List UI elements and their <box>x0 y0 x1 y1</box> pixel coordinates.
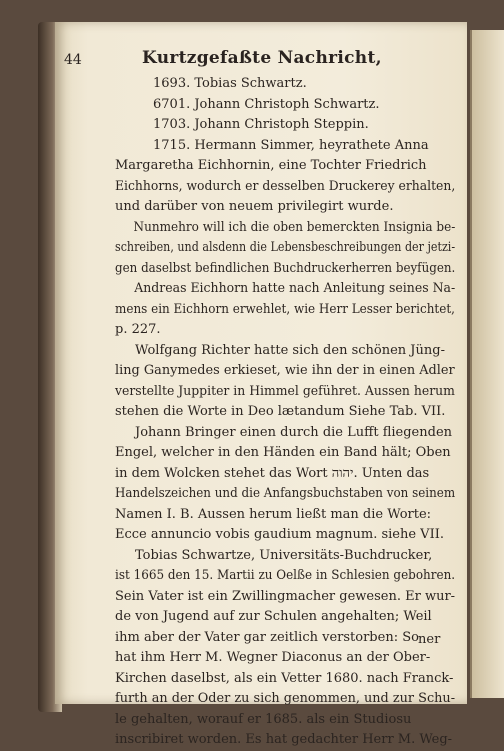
text-line: mens ein Eichhorn erwehlet, wie Herr Lesser berichtet, <box>115 301 455 317</box>
text-line: Tobias Schwartze, Universitäts-Buchdrucker, <box>135 547 433 563</box>
facing-page-edge <box>470 30 504 698</box>
text-line: p. 227. <box>115 322 161 337</box>
text-line: gen daselbst befindlichen Buchdruckerherren beyfügen. <box>115 260 456 276</box>
text-line: Andreas Eichhorn hatte nach Anleitung seines Na- <box>134 281 456 296</box>
page-number: 44 <box>64 52 82 68</box>
text-line: ist 1665 den 15. Martii zu Oelße in Schlesien gebohren. <box>115 568 456 583</box>
text-line: in dem Wolcken stehet das Wort יהוה. Unten das <box>115 465 430 481</box>
text-line: Engel, welcher in den Händen ein Band hält; Oben <box>115 445 451 460</box>
text-line: ling Ganymedes erkieset, wie ihn der in einen Adler <box>115 363 455 378</box>
text-line: Namen I. B. Aussen herum ließt man die Worte: <box>115 506 432 522</box>
body-text <box>115 74 455 751</box>
text-line: Nunmehro will ich die oben bemerckten Insignia be- <box>133 219 456 235</box>
text-line: Kirchen daselbst, als ein Vetter 1680. nach Franck- <box>115 670 454 686</box>
text-line: Margaretha Eichhornin, eine Tochter Friedrich <box>115 158 427 173</box>
text-line: de von Jugend auf zur Schulen angehalten; Weil <box>115 609 432 624</box>
catchword: ner <box>418 632 441 647</box>
text-line: schreiben, und alsdenn die Lebensbeschreibungen der jetzi- <box>115 240 456 255</box>
page-header <box>64 48 394 74</box>
text-line: Handelszeichen und die Anfangsbuchstaben von seinem <box>115 486 456 501</box>
text-line: 1703. Johann Christoph Steppin. <box>153 117 369 132</box>
running-head: Kurtzgefaßte Nachricht, <box>142 48 382 68</box>
text-line: Johann Bringer einen durch die Lufft fliegenden <box>135 424 453 440</box>
text-line: inscribiret worden. Es hat gedachter Herr M. Weg- <box>115 732 453 747</box>
text-line: ihm aber der Vater gar zeitlich verstorben: So <box>115 629 419 645</box>
text-line: Eichhorns, wodurch er desselben Druckerey erhalten, <box>115 178 456 194</box>
text-line: stehen die Worte in Deo lætandum Siehe Tab. VII. <box>115 404 446 419</box>
text-line: verstellte Juppiter in Himmel geführet. Aussen herum <box>115 383 455 399</box>
text-line: hat ihm Herr M. Wegner Diaconus an der Ober- <box>115 650 431 665</box>
text-line: 1693. Tobias Schwartz. <box>153 76 307 91</box>
text-line: furth an der Oder zu sich genommen, und zur Schu- <box>115 691 456 706</box>
text-line: Wolfgang Richter hatte sich den schönen Jüng- <box>135 342 445 358</box>
text-line: und darüber von neuem privilegirt wurde. <box>115 199 394 214</box>
text-line: 6701. Johann Christoph Schwartz. <box>153 96 380 112</box>
text-line: Ecce annuncio vobis gaudium magnum. siehe VII. <box>115 527 444 542</box>
text-line: le gehalten, worauf er 1685. als ein Studiosu <box>115 711 412 727</box>
text-line: Sein Vater ist ein Zwillingmacher gewesen. Er wur- <box>115 588 456 604</box>
text-line: 1715. Hermann Simmer, heyrathete Anna <box>153 137 429 153</box>
